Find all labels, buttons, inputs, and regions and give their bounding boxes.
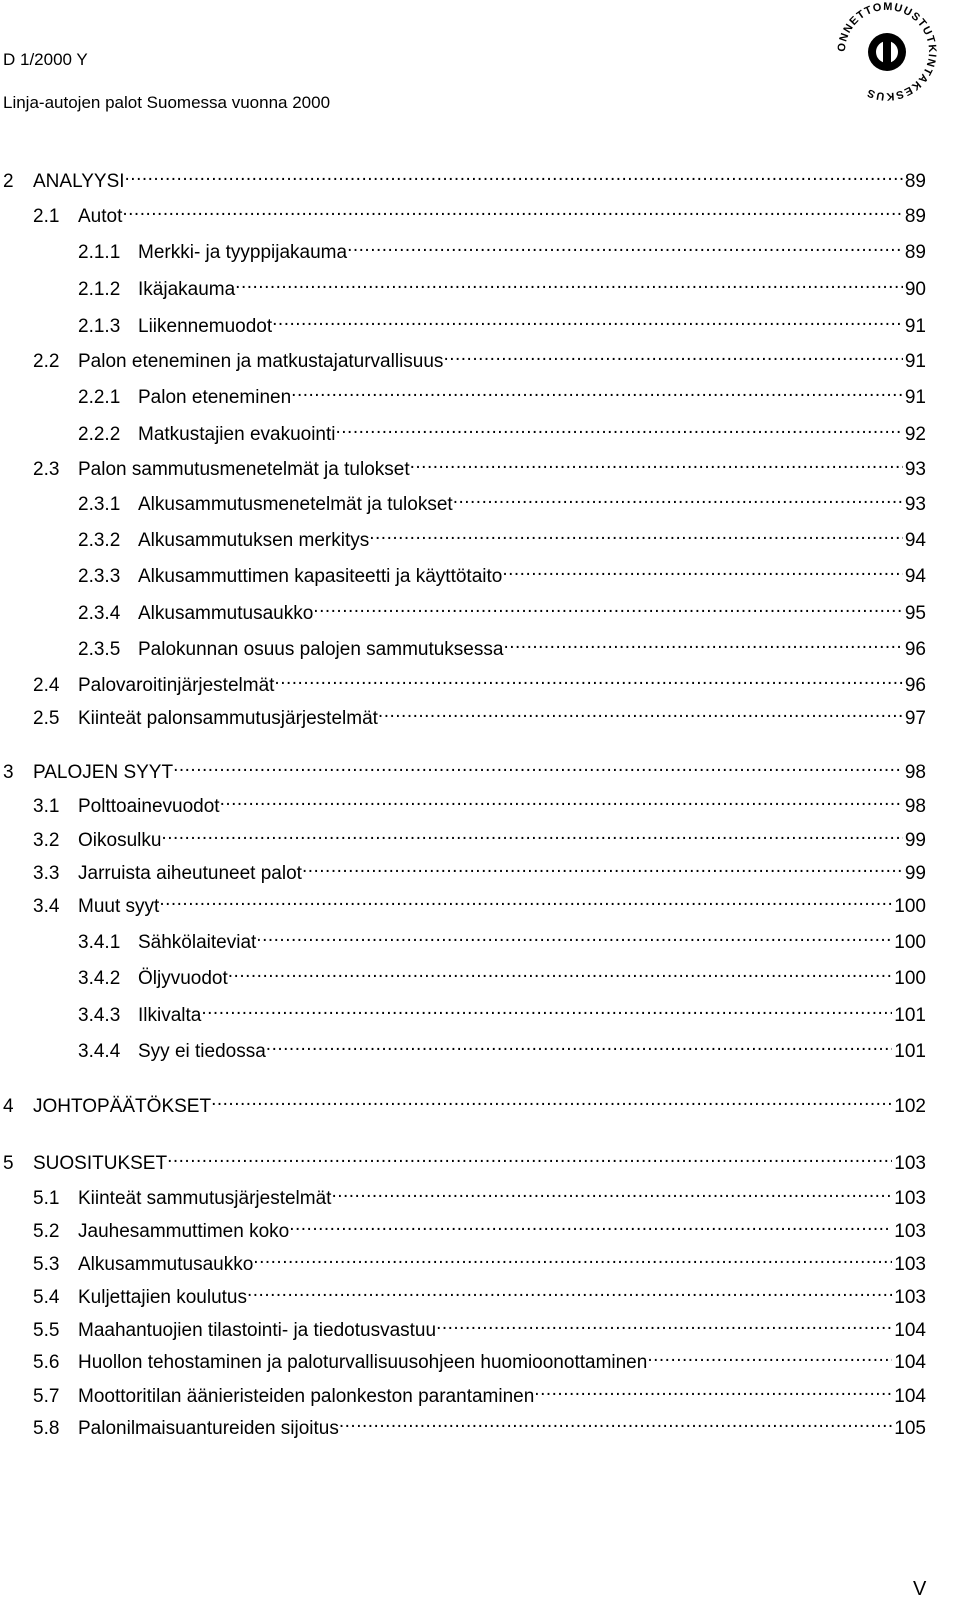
toc-dot-leader: [125, 163, 903, 187]
toc-entry[interactable]: [78, 234, 926, 263]
toc-entry-number: 2.2.2: [78, 424, 121, 445]
toc-dot-leader: [453, 486, 903, 510]
toc-dot-leader: [313, 595, 903, 619]
toc-entry[interactable]: [78, 379, 926, 408]
toc-entry-title: Huollon tehostaminen ja paloturvallisuusohjeen huomioonottaminen: [78, 1352, 648, 1373]
toc-entry-title: Sähkölaiteviat: [138, 932, 257, 953]
toc-entry-page: 97: [904, 708, 926, 729]
toc-entry-page: 103: [894, 1188, 926, 1209]
toc-entry-title: Alkusammutusmenetelmät ja tulokset: [138, 494, 453, 515]
toc-entry[interactable]: [78, 924, 926, 953]
toc-entry-title: Palonilmaisuantureiden sijoitus: [78, 1418, 339, 1439]
toc-entry-page: 100: [894, 932, 926, 953]
toc-entry-number: 5.2: [33, 1221, 60, 1242]
toc-entry-title: Palon sammutusmenetelmät ja tulokset: [78, 459, 410, 480]
toc-dot-leader: [336, 416, 903, 440]
toc-entry-page: 91: [904, 351, 926, 372]
toc-dot-leader: [247, 1279, 892, 1303]
toc-entry[interactable]: [3, 1088, 926, 1117]
toc-entry[interactable]: [33, 788, 926, 817]
toc-entry[interactable]: [33, 667, 926, 696]
toc-entry-title: SUOSITUKSET: [33, 1153, 168, 1174]
toc-entry-title: Kiinteät sammutusjärjestelmät: [78, 1188, 332, 1209]
toc-dot-leader: [201, 997, 892, 1021]
toc-dot-leader: [378, 700, 903, 724]
toc-entry-title: Alkusammutusaukko: [138, 603, 314, 624]
toc-entry[interactable]: [33, 1344, 926, 1373]
toc-entry-page: 96: [904, 639, 926, 660]
toc-dot-leader: [339, 1410, 892, 1434]
toc-entry-title: ANALYYSI: [33, 171, 125, 192]
toc-entry-page: 89: [904, 171, 926, 192]
toc-entry-page: 93: [904, 494, 926, 515]
toc-entry-number: 3.4: [33, 896, 60, 917]
toc-entry[interactable]: [33, 343, 926, 372]
toc-entry-title: Syy ei tiedossa: [138, 1041, 266, 1062]
toc-entry-page: 100: [894, 896, 926, 917]
toc-entry-number: 2.3.1: [78, 494, 121, 515]
toc-entry-page: 95: [904, 603, 926, 624]
toc-dot-leader: [256, 924, 892, 948]
toc-entry-title: Maahantuojien tilastointi- ja tiedotusvastuu: [78, 1320, 437, 1341]
toc-entry-title: Moottoritilan äänieristeiden palonkeston parantaminen: [78, 1386, 535, 1407]
toc-dot-leader: [211, 1088, 892, 1112]
toc-entry-page: 101: [894, 1041, 926, 1062]
toc-entry-number: 5.8: [33, 1418, 60, 1439]
toc-entry-title: Ilkivalta: [138, 1005, 202, 1026]
toc-entry-number: 2.2.1: [78, 387, 121, 408]
toc-entry-number: 4: [3, 1096, 14, 1117]
toc-entry-page: 103: [894, 1221, 926, 1242]
toc-dot-leader: [173, 754, 903, 778]
toc-entry-number: 5.7: [33, 1386, 60, 1407]
toc-entry-number: 2: [3, 171, 14, 192]
toc-dot-leader: [369, 522, 903, 546]
document-title: Linja-autojen palot Suomessa vuonna 2000: [3, 93, 331, 112]
toc-entry-number: 5.4: [33, 1287, 60, 1308]
toc-entry[interactable]: [33, 822, 926, 851]
toc-entry-title: Alkusammutusaukko: [78, 1254, 254, 1275]
toc-entry-page: 96: [904, 675, 926, 696]
toc-entry-title: Autot: [78, 206, 123, 227]
toc-dot-leader: [289, 1213, 892, 1237]
toc-entry-number: 3.4.2: [78, 968, 121, 989]
toc-dot-leader: [235, 271, 903, 295]
toc-entry-number: 5: [3, 1153, 14, 1174]
toc-entry-page: 89: [904, 206, 926, 227]
toc-dot-leader: [291, 379, 903, 403]
toc-entry-page: 90: [904, 279, 926, 300]
toc-entry[interactable]: [3, 754, 926, 783]
toc-entry-number: 2.3.5: [78, 639, 121, 660]
toc-entry[interactable]: [33, 1279, 926, 1308]
toc-entry[interactable]: [78, 522, 926, 551]
toc-entry-page: 104: [894, 1386, 926, 1407]
toc-entry-number: 5.3: [33, 1254, 60, 1275]
toc-entry[interactable]: [78, 1033, 926, 1062]
toc-entry[interactable]: [3, 163, 926, 192]
toc-entry-title: Kuljettajien koulutus: [78, 1287, 247, 1308]
toc-dot-leader: [503, 631, 902, 655]
toc-entry[interactable]: [78, 271, 926, 300]
toc-entry-title: Palon eteneminen: [138, 387, 292, 408]
toc-entry-number: 2.1.1: [78, 242, 121, 263]
toc-entry-number: 5.6: [33, 1352, 60, 1373]
toc-entry-page: 103: [894, 1153, 926, 1174]
toc-entry[interactable]: [78, 595, 926, 624]
toc-entry[interactable]: [33, 888, 926, 917]
toc-dot-leader: [534, 1378, 892, 1402]
toc-entry[interactable]: [33, 1246, 926, 1275]
toc-entry-title: Palovaroitinjärjestelmät: [78, 675, 275, 696]
toc-entry-number: 3.4.3: [78, 1005, 121, 1026]
toc-entry-page: 89: [904, 242, 926, 263]
toc-entry[interactable]: [33, 1312, 926, 1341]
toc-entry[interactable]: [78, 416, 926, 445]
toc-entry-number: 2.1.2: [78, 279, 121, 300]
toc-entry[interactable]: [33, 1213, 926, 1242]
toc-entry-title: Alkusammutuksen merkitys: [138, 530, 370, 551]
toc-entry[interactable]: [78, 960, 926, 989]
toc-entry-number: 2.3: [33, 459, 60, 480]
toc-entry-title: PALOJEN SYYT: [33, 762, 174, 783]
toc-entry-page: 98: [904, 796, 926, 817]
toc-dot-leader: [220, 788, 903, 812]
toc-dot-leader: [436, 1312, 892, 1336]
toc-entry-page: 103: [894, 1287, 926, 1308]
document-id: D 1/2000 Y: [3, 50, 88, 69]
toc-entry[interactable]: [33, 1378, 926, 1407]
toc-entry-title: Polttoainevuodot: [78, 796, 220, 817]
toc-entry-page: 94: [904, 566, 926, 587]
toc-entry-page: 93: [904, 459, 926, 480]
toc-entry[interactable]: [33, 1180, 926, 1209]
toc-dot-leader: [274, 667, 902, 691]
toc-entry-page: 104: [894, 1320, 926, 1341]
toc-entry-number: 2.1.3: [78, 316, 121, 337]
toc-dot-leader: [167, 1145, 892, 1169]
toc-dot-leader: [228, 960, 893, 984]
toc-entry-title: Muut syyt: [78, 896, 160, 917]
toc-dot-leader: [331, 1180, 892, 1204]
toc-entry[interactable]: [33, 451, 926, 480]
toc-entry-page: 104: [894, 1352, 926, 1373]
toc-entry-number: 3.3: [33, 863, 60, 884]
toc-entry-number: 3.2: [33, 830, 60, 851]
toc-entry[interactable]: [78, 558, 926, 587]
toc-entry-title: Palokunnan osuus palojen sammutuksessa: [138, 639, 504, 660]
toc-entry-title: Jauhesammuttimen koko: [78, 1221, 290, 1242]
toc-dot-leader: [266, 1033, 893, 1057]
toc-entry-number: 5.1: [33, 1188, 60, 1209]
toc-entry-page: 99: [904, 863, 926, 884]
toc-dot-leader: [302, 855, 903, 879]
toc-dot-leader: [502, 558, 903, 582]
toc-entry-number: 2.4: [33, 675, 60, 696]
toc-entry-page: 101: [894, 1005, 926, 1026]
toc-entry-number: 2.1: [33, 206, 60, 227]
toc-entry-number: 2.3.3: [78, 566, 121, 587]
toc-entry-page: 102: [894, 1096, 926, 1117]
toc-entry-page: 92: [904, 424, 926, 445]
toc-entry-number: 2.5: [33, 708, 60, 729]
toc-entry-title: Matkustajien evakuointi: [138, 424, 336, 445]
toc-entry[interactable]: [78, 486, 926, 515]
toc-dot-leader: [161, 822, 902, 846]
toc-entry[interactable]: [33, 198, 926, 227]
toc-entry-title: Merkki- ja tyyppijakauma: [138, 242, 348, 263]
toc-entry-number: 5.5: [33, 1320, 60, 1341]
logo-lettering: ONNETTOMUUSTUTKINTAKESKUS: [835, 0, 939, 103]
toc-entry-number: 2.3.2: [78, 530, 121, 551]
toc-dot-leader: [253, 1246, 892, 1270]
toc-entry-page: 103: [894, 1254, 926, 1275]
toc-dot-leader: [443, 343, 902, 367]
toc-entry-title: Palon eteneminen ja matkustajaturvallisuus: [78, 351, 444, 372]
toc-entry-title: Liikennemuodot: [138, 316, 273, 337]
toc-dot-leader: [647, 1344, 892, 1368]
toc-entry-number: 3.1: [33, 796, 60, 817]
toc-entry[interactable]: [3, 1145, 926, 1174]
page-number: V: [913, 1578, 927, 1600]
toc-entry-title: Öljyvuodot: [138, 968, 228, 989]
toc-dot-leader: [347, 234, 903, 258]
toc-entry-number: 3.4.4: [78, 1041, 121, 1062]
toc-entry-title: Ikäjakauma: [138, 279, 236, 300]
toc-entry-page: 99: [904, 830, 926, 851]
toc-entry-title: Alkusammuttimen kapasiteetti ja käyttötaito: [138, 566, 503, 587]
toc-entry[interactable]: [33, 1410, 926, 1439]
toc-entry-page: 100: [894, 968, 926, 989]
toc-entry-number: 2.2: [33, 351, 60, 372]
toc-dot-leader: [122, 198, 902, 222]
toc-entry-number: 3: [3, 762, 14, 783]
toc-entry[interactable]: [78, 631, 926, 660]
toc-dot-leader: [410, 451, 903, 475]
toc-entry-page: 105: [894, 1418, 926, 1439]
toc-entry-title: JOHTOPÄÄTÖKSET: [33, 1096, 212, 1117]
toc-dot-leader: [159, 888, 892, 912]
toc-entry-page: 91: [904, 387, 926, 408]
toc-entry-page: 91: [904, 316, 926, 337]
toc-entry[interactable]: [33, 855, 926, 884]
toc-entry-page: 98: [904, 762, 926, 783]
toc-entry[interactable]: [78, 997, 926, 1026]
toc-entry-page: 94: [904, 530, 926, 551]
toc-entry-number: 3.4.1: [78, 932, 121, 953]
toc-entry[interactable]: [33, 700, 926, 729]
toc-entry[interactable]: [78, 308, 926, 337]
toc-entry-title: Kiinteät palonsammutusjärjestelmät: [78, 708, 378, 729]
toc-entry-number: 2.3.4: [78, 603, 121, 624]
toc-entry-title: Jarruista aiheutuneet palot: [78, 863, 302, 884]
onnettomuustutkintakeskus-logo: [827, 0, 947, 105]
toc-entry-title: Oikosulku: [78, 830, 162, 851]
toc-dot-leader: [272, 308, 903, 332]
